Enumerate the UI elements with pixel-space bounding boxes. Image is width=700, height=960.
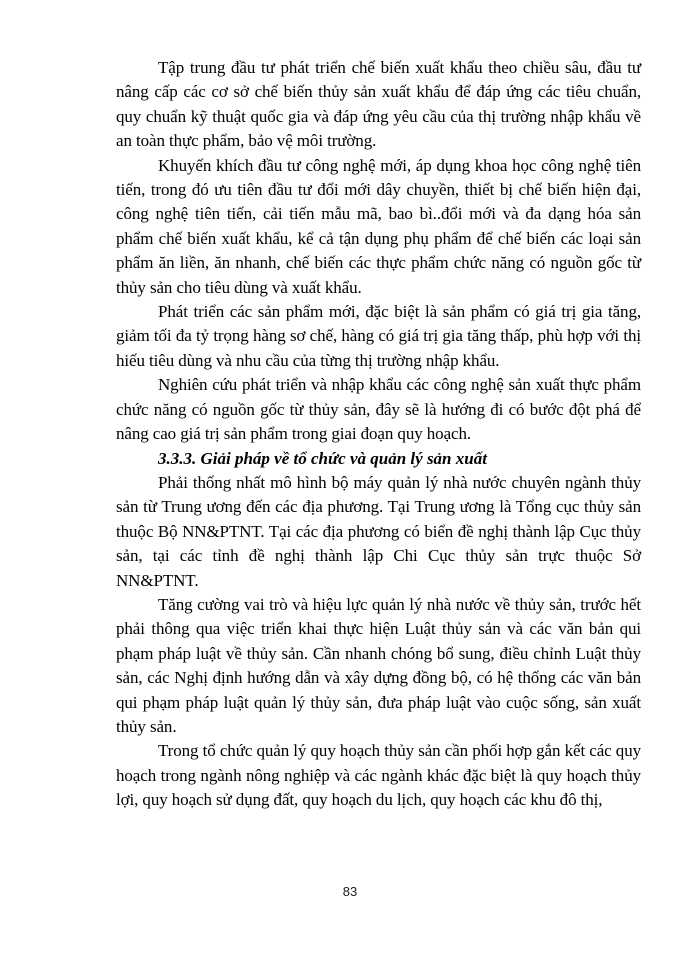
- paragraph-management-model: Phải thống nhất mô hình bộ máy quản lý nhà nước chuyên ngành thủy sản từ Trung ương đến các địa phương. Tại Trung ương là Tổng cục thủy sản thuộc Bộ NN&PTNT. Tại các địa phương có biển đề nghị thành lập Cục thủy sản, tại các tỉnh đề nghị thành lập Chi Cục thủy sản trực thuộc Sở NN&PTNT.: [116, 472, 641, 590]
- paragraph-new-technology: Khuyến khích đầu tư công nghệ mới, áp dụng khoa học công nghệ tiên tiến, trong đó ưu tiên đầu tư đổi mới dây chuyền, thiết bị chế biến hiện đại, công nghệ tiên tiến, cải tiến mẫu mã, bao bì..đổi mới và đa dạng hóa sản phẩm chế biến xuất khẩu, kể cả tận dụng phụ phẩm để chế biến các loại sản phẩm ăn liền, ăn nhanh, chế biến các thực phẩm chức năng có nguồn gốc từ thủy sản cho tiêu dùng và xuất khẩu.: [116, 155, 641, 297]
- page-number: 83: [342, 884, 358, 899]
- paragraph-investment-depth: Tập trung đầu tư phát triển chế biến xuất khẩu theo chiều sâu, đầu tư nâng cấp các cơ sở chế biến thủy sản xuất khẩu để đáp ứng các tiêu chuẩn, quy chuẩn kỹ thuật quốc gia và đáp ứng yêu cầu của thị trường nhập khẩu về an toàn thực phẩm, bảo vệ môi trường.: [116, 58, 641, 151]
- section-heading: 3.3.3. Giải pháp về tổ chức và quản lý sản xuất: [158, 448, 487, 468]
- paragraph-functional-food-research: Nghiên cứu phát triển và nhập khẩu các công nghệ sản xuất thực phẩm chức năng có nguồn gốc từ thủy sản, đây sẽ là hướng đi có bước đột phá để nâng cao giá trị sản phẩm trong giai đoạn quy hoạch.: [116, 375, 641, 444]
- paragraph-state-management: Tăng cường vai trò và hiệu lực quản lý nhà nước về thủy sản, trước hết phải thông qua việc triển khai thực hiện Luật thủy sản và các văn bản qui phạm pháp luật về thủy sản. Cần nhanh chóng bổ sung, điều chỉnh Luật thủy sản, các Nghị định hướng dẫn và xây dựng đồng bộ, có hệ thống các văn bản qui phạm pháp luật quản lý thủy sản, đưa pháp luật vào cuộc sống, sản xuất thủy sản.: [116, 594, 641, 736]
- document-body: [116, 56, 641, 813]
- paragraph-planning-coordination: Trong tổ chức quản lý quy hoạch thủy sản cần phối hợp gắn kết các quy hoạch trong ngành nông nghiệp và các ngành khác đặc biệt là quy hoạch thủy lợi, quy hoạch sử dụng đất, quy hoạch du lịch, quy hoạch các khu đô thị,: [116, 741, 641, 810]
- paragraph-new-products: Phát triển các sản phẩm mới, đặc biệt là sản phẩm có giá trị gia tăng, giảm tối đa tỷ trọng hàng sơ chế, hàng có giá trị gia tăng thấp, phù hợp với thị hiếu tiêu dùng và nhu cầu của từng thị trường nhập khẩu.: [116, 302, 641, 370]
